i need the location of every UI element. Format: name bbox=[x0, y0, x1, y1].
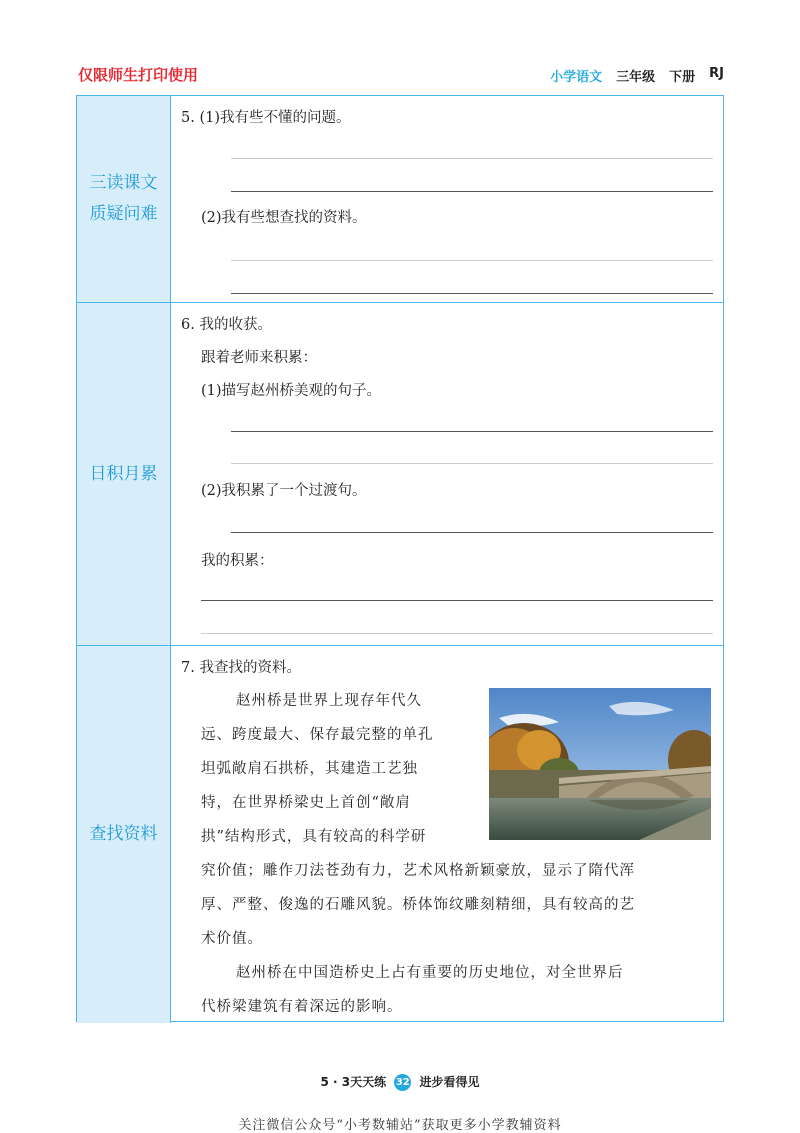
footer-brand: 5 · 3天天练 bbox=[320, 1075, 387, 1089]
footer-slogan: 进步看得见 bbox=[419, 1075, 480, 1089]
section-label-line1: 三读课文 bbox=[89, 173, 158, 193]
para-line: 坦弧敞肩石拱桥，其建造工艺独 bbox=[201, 761, 418, 777]
section-label-line2: 质疑问难 bbox=[89, 204, 158, 224]
section-label bbox=[77, 96, 171, 302]
book-info bbox=[550, 66, 724, 85]
subject-label: 小学语文 bbox=[550, 70, 603, 85]
section-content bbox=[171, 646, 723, 1023]
para-line: 赵州桥在中国造桥史上占有重要的历史地位，对全世界后 bbox=[236, 965, 624, 981]
answer-line[interactable] bbox=[231, 260, 713, 261]
answer-line[interactable] bbox=[231, 463, 713, 464]
answer-line[interactable] bbox=[201, 600, 713, 601]
research-paragraph-1-cont bbox=[201, 854, 721, 956]
page-number: 32 bbox=[394, 1074, 411, 1091]
section-label bbox=[77, 646, 171, 1023]
watermark-note: 关注微信公众号“小考数辅站”获取更多小学教辅资料 bbox=[238, 1118, 562, 1133]
answer-line[interactable] bbox=[231, 532, 713, 533]
para-line: 特，在世界桥梁史上首创“敞肩 bbox=[201, 795, 411, 811]
page-footer bbox=[0, 1073, 800, 1091]
section-questions bbox=[77, 96, 723, 303]
para-line: 拱”结构形式，具有较高的科学研 bbox=[201, 829, 427, 845]
worksheet-table bbox=[76, 95, 724, 1022]
question-5-2: (2)我有些想查找的资料。 bbox=[201, 210, 367, 226]
grade-label: 三年级 bbox=[616, 70, 656, 85]
zhaozhou-bridge-photo bbox=[489, 688, 711, 840]
question-6-2: (2)我积累了一个过渡句。 bbox=[201, 483, 367, 499]
answer-line[interactable] bbox=[231, 191, 713, 192]
question-5-1: 5. (1)我有些不懂的问题。 bbox=[181, 110, 351, 126]
section-label bbox=[77, 303, 171, 645]
section-content bbox=[171, 303, 723, 645]
question-6-1: (1)描写赵州桥美观的句子。 bbox=[201, 383, 382, 399]
research-paragraph-1 bbox=[201, 684, 491, 854]
section-label-text: 日积月累 bbox=[89, 463, 158, 484]
section-accumulation bbox=[77, 303, 723, 646]
question-7: 7. 我查找的资料。 bbox=[181, 660, 301, 676]
research-paragraph-2 bbox=[201, 956, 721, 1024]
edition-label: RJ bbox=[709, 66, 724, 81]
my-accumulation: 我的积累： bbox=[201, 553, 274, 569]
para-line: 术价值。 bbox=[201, 931, 263, 947]
question-6: 6. 我的收获。 bbox=[181, 317, 272, 333]
answer-line[interactable] bbox=[231, 431, 713, 432]
para-line: 远、跨度最大、保存最完整的单孔 bbox=[201, 727, 434, 743]
para-line: 究价值；雕作刀法苍劲有力，艺术风格新颖豪放，显示了隋代浑 bbox=[201, 863, 635, 879]
section-research bbox=[77, 646, 723, 1023]
para-line: 赵州桥是世界上现存年代久 bbox=[236, 693, 422, 709]
answer-line[interactable] bbox=[201, 633, 713, 634]
section-content bbox=[171, 96, 723, 302]
answer-line[interactable] bbox=[231, 158, 713, 159]
para-line: 厚、严整、俊逸的石雕风貌。桥体饰纹雕刻精细，具有较高的艺 bbox=[201, 897, 635, 913]
section-label-text: 查找资料 bbox=[89, 824, 158, 844]
para-line: 代桥梁建筑有着深远的影响。 bbox=[201, 999, 403, 1015]
question-6-intro: 跟着老师来积累： bbox=[201, 350, 317, 366]
print-notice: 仅限师生打印使用 bbox=[78, 66, 199, 84]
volume-label: 下册 bbox=[669, 70, 696, 85]
answer-line[interactable] bbox=[231, 293, 713, 294]
